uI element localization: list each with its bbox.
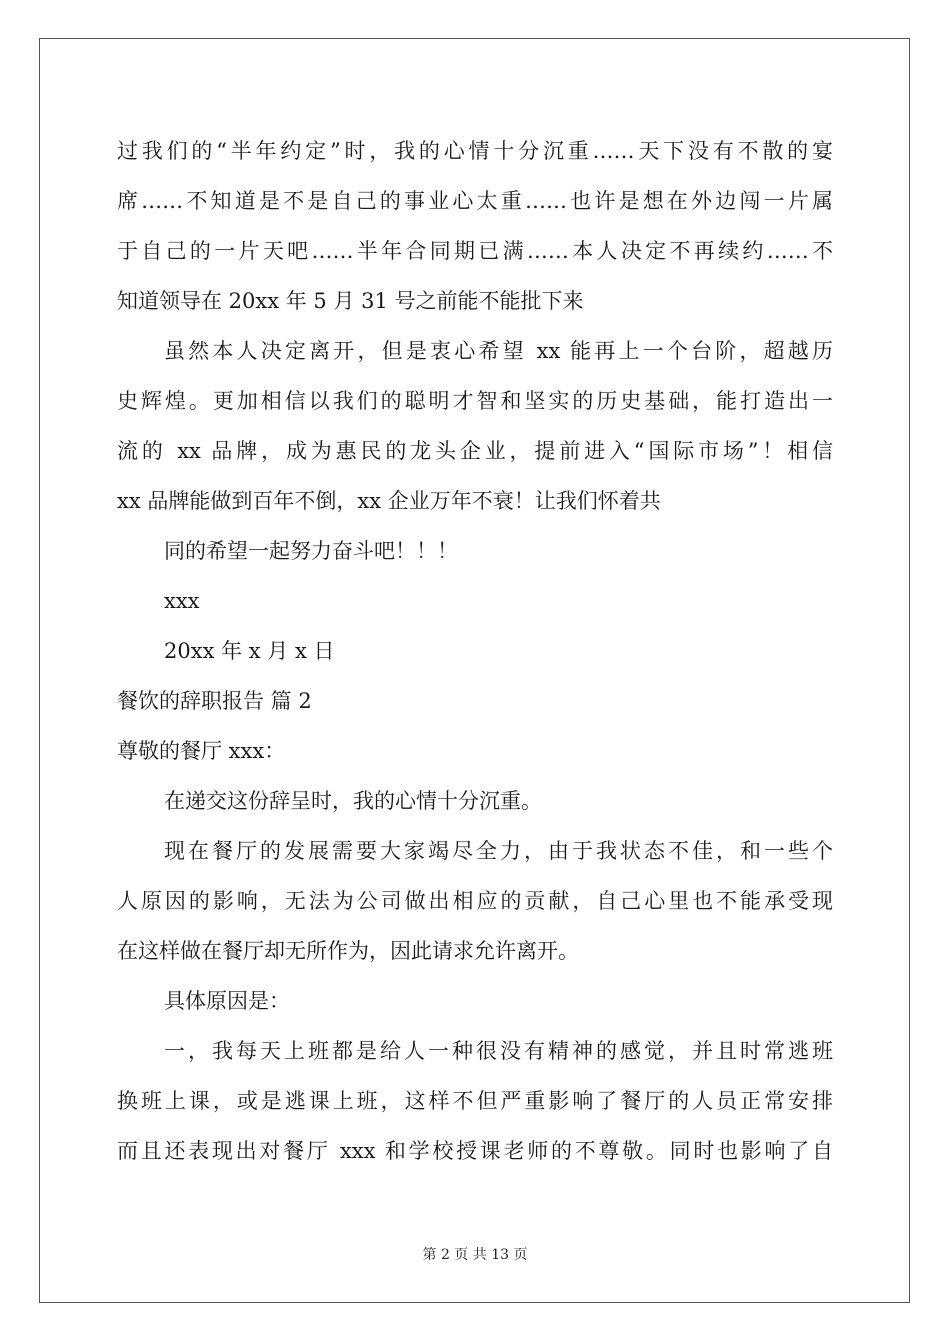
signature-name: xxx [164, 589, 200, 613]
paragraph-start: 现在餐厅的发展需要大家竭尽全力，由于我状态不佳，和一些个 [164, 839, 833, 863]
section-title: 餐饮的辞职报告 篇 2 [117, 689, 312, 713]
text-line: 过我们的“半年约定”时，我的心情十分沉重……天下没有不散的宴 [117, 139, 833, 163]
text-line: 知道领导在 20xx 年 5 月 31 号之前能不能批下来 [117, 289, 584, 313]
page-number: 第 2 页 共 13 页 [422, 1247, 528, 1263]
paragraph-start: 同的希望一起努力奋斗吧！！！ [164, 539, 458, 563]
text-line: 席……不知道是不是自己的事业心太重……也许是想在外边闯一片属 [117, 189, 833, 213]
text-line: 流的 xx 品牌，成为惠民的龙头企业，提前进入“国际市场”！相信 [117, 439, 833, 463]
text-line: xx 品牌能做到百年不倒，xx 企业万年不衰！让我们怀着共 [117, 489, 661, 513]
text-line: 换班上课，或是逃课上班，这样不但严重影响了餐厅的人员正常安排 [117, 1089, 833, 1113]
text-line: 史辉煌。更加相信以我们的聪明才智和坚实的历史基础，能打造出一 [117, 389, 833, 413]
paragraph-start: 在递交这份辞呈时，我的心情十分沉重。 [164, 789, 542, 813]
signature-date: 20xx 年 x 月 x 日 [164, 639, 335, 663]
text-line: 在这样做在餐厅却无所作为，因此请求允许离开。 [117, 939, 579, 963]
paragraph-start: 虽然本人决定离开，但是衷心希望 xx 能再上一个台阶，超越历 [164, 339, 833, 363]
paragraph-start: 具体原因是： [164, 989, 290, 1013]
paragraph-start: 一，我每天上班都是给人一种很没有精神的感觉，并且时常逃班 [164, 1039, 833, 1063]
text-line: 而且还表现出对餐厅 xxx 和学校授课老师的不尊敬。同时也影响了自 [117, 1139, 833, 1163]
text-line: 人原因的影响，无法为公司做出相应的贡献，自己心里也不能承受现 [117, 889, 833, 913]
salutation: 尊敬的餐厅 xxx： [117, 739, 286, 763]
document-body [117, 126, 833, 1176]
text-line: 于自己的一片天吧……半年合同期已满……本人决定不再续约……不 [117, 239, 833, 263]
